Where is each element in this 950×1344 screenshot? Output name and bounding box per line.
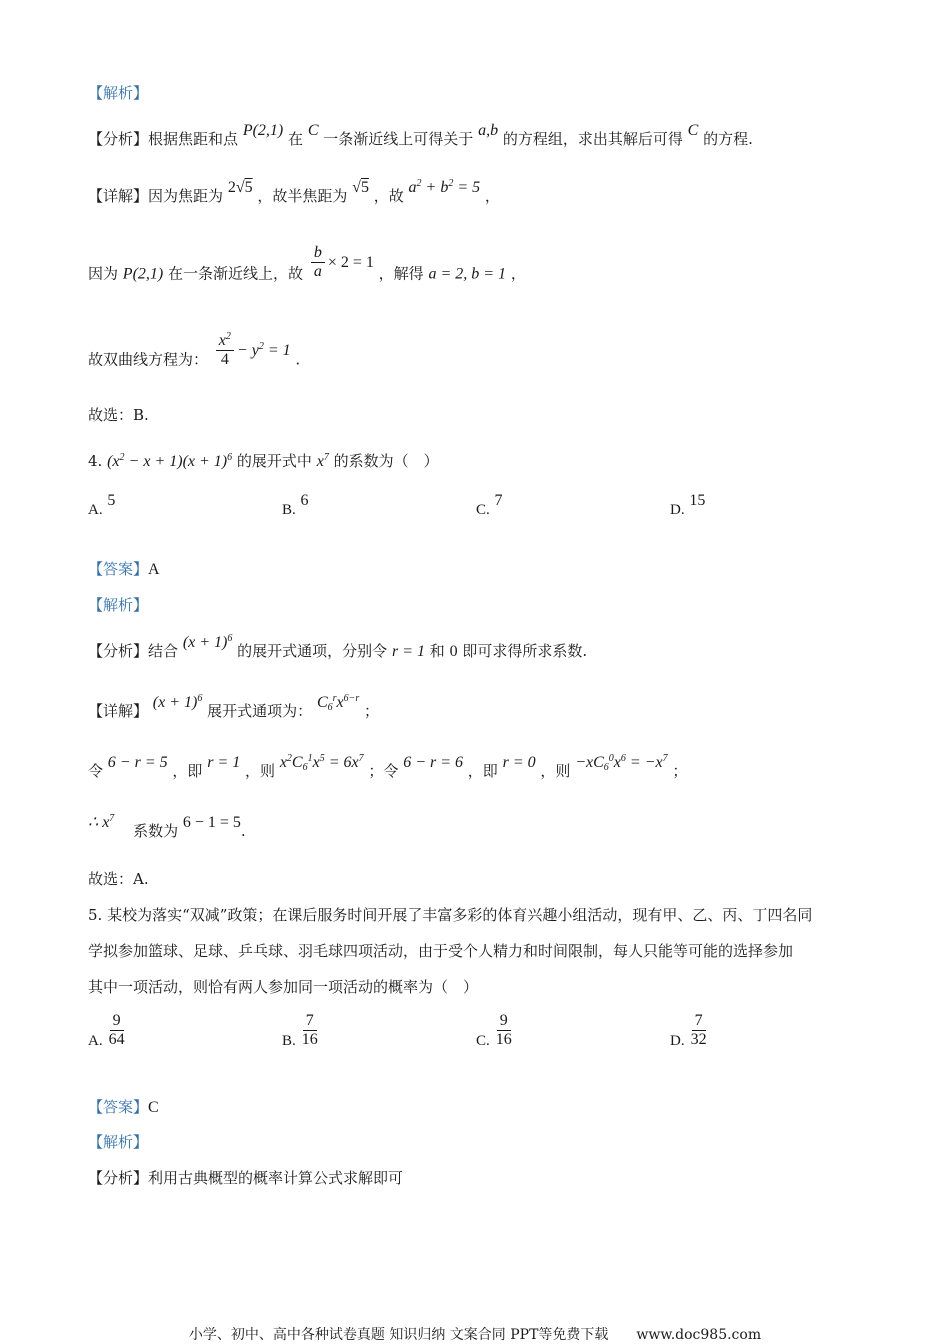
- q3-xiangjie-line-3: 故双曲线方程为： $\frac{x^2}{4}$ − $y^2 = 1$ .: [88, 331, 301, 369]
- q5-option-a: A. $\frac{9}{64}$: [88, 1012, 125, 1049]
- math-x-plus-1-pow-6: $(x + 1)^6$: [152, 693, 203, 711]
- q3-choice: 故选：B.: [88, 406, 149, 424]
- q4-jiexi-heading: 【解析】: [88, 596, 149, 614]
- q4-xiangjie-line-2: 令 6 − r = 5 ，即 r = 1 ，则 $x^2C_6^1x^5 = 6x^7$ ；令 6 − r = 6 ，即 r = 0 ，则 $-xC_6^0x^6 = -x^7$ ；: [88, 753, 688, 780]
- math-6-minus-r-eq-6: 6 − r = 6: [403, 754, 464, 771]
- q5-option-c: C. $\frac{9}{16}$: [476, 1012, 512, 1049]
- math-term-r1: $x^2C_6^1x^5 = 6x^7$: [279, 753, 364, 773]
- math-r-eq-0: r = 0: [502, 754, 536, 771]
- math-term-r0: $-xC_6^0x^6 = -x^7$: [575, 753, 668, 773]
- q3-xiangjie-line-1: 【详解】因为焦距为 2√5 ，故半焦距为 √5 ，故 $a^2 + b^2 = 5$ ，: [88, 178, 500, 205]
- q5-fenxi-line: 【分析】利用古典概型的概率计算公式求解即可: [88, 1169, 404, 1187]
- q3-fenxi-line: 【分析】根据焦距和点 P(2,1) 在 C 一条渐近线上可得关于 a,b 的方程组，求出其解后可得 C 的方程.: [88, 122, 753, 148]
- math-r-eq-1: r = 1: [207, 754, 241, 771]
- q4-choice: 故选：A.: [88, 870, 149, 888]
- q4-stem: 4. $(x^2 - x + 1)(x + 1)^6$ 的展开式中 $x^7$ 的系数为（ ）: [88, 452, 439, 470]
- math-point-p: P(2,1): [122, 265, 164, 283]
- math-therefore-x7: ∴ $x^7$: [88, 813, 115, 831]
- jiexi-heading: [88, 82, 148, 104]
- q4-option-c: C. 7: [476, 492, 503, 518]
- q4-xiangjie-line-1: 【详解】 $(x + 1)^6$ 展开式通项为： $C_6^rx^{6-r}$ ；: [88, 693, 380, 720]
- math-sqrt5: √5: [352, 179, 369, 196]
- math-2sqrt5: 2√5: [227, 179, 253, 196]
- q4-option-a: A. 5: [88, 492, 116, 518]
- math-x7: $x^7$: [316, 452, 329, 470]
- q4-option-b: B. 6: [282, 492, 309, 518]
- q4-option-d: D. 15: [670, 492, 706, 518]
- math-x2-over-4: $\frac{x^2}{4}$: [216, 332, 234, 369]
- math-a2-b1: a = 2, b = 1: [428, 265, 507, 283]
- page-footer: 小学、初中、高中各种试卷真题 知识归纳 文案合同 PPT等免费下载 www.doc985.com: [188, 1327, 762, 1343]
- q5-stem-line-1: 5. 某校为落实“双减”政策；在课后服务时间开展了丰富多彩的体育兴趣小组活动，现有甲、乙、丙、丁四名同: [88, 906, 813, 924]
- math-b-over-a: $\frac{b}{a}$: [311, 244, 325, 281]
- q5-stem-line-3: 其中一项活动，则恰有两人参加同一项活动的概率为（ ）: [88, 978, 479, 996]
- q5-jiexi-heading: 【解析】: [88, 1133, 149, 1151]
- math-a2b2: $a^2 + b^2 = 5$: [408, 178, 481, 196]
- math-q4-expression: $(x^2 - x + 1)(x + 1)^6$: [107, 452, 233, 470]
- math-ab: a,b: [478, 122, 499, 139]
- math-point-p: P(2,1): [242, 122, 284, 139]
- jiexi-tag: 【解析】: [88, 84, 149, 102]
- math-x-plus-1-pow-6: $(x + 1)^6$: [182, 633, 233, 651]
- q3-xiangjie-line-2: 因为 P(2,1) 在一条渐近线上，故 $\frac{b}{a}$ × 2 = 1 ，解得 a = 2, b = 1 ，: [88, 244, 526, 283]
- q4-answer: 【答案】A: [88, 560, 160, 578]
- math-r-eq-1: r = 1: [391, 643, 425, 660]
- q5-stem-line-2: 学拟参加篮球、足球、乒乓球、羽毛球四项活动，由于受个人精力和时间限制，每人只能等可能的选择参加: [88, 942, 794, 960]
- q5-answer: 【答案】C: [88, 1098, 159, 1116]
- math-general-term: $C_6^rx^{6-r}$: [316, 693, 360, 713]
- math-6-minus-r-eq-5: 6 − r = 5: [107, 754, 168, 771]
- q4-fenxi-line: 【分析】结合 $(x + 1)^6$ 的展开式通项，分别令 r = 1 和 0 即可求得所求系数.: [88, 633, 588, 660]
- math-c: C: [687, 122, 699, 139]
- math-6-minus-1-eq-5: 6 − 1 = 5: [182, 814, 241, 831]
- math-zero: 0: [449, 643, 458, 660]
- math-c: C: [307, 122, 319, 139]
- q5-option-b: B. $\frac{7}{16}$: [282, 1012, 318, 1049]
- q4-xiangjie-line-3: ∴ $x^7$ 系数为 6 − 1 = 5.: [88, 813, 246, 840]
- q5-option-d: D. $\frac{7}{32}$: [670, 1012, 707, 1049]
